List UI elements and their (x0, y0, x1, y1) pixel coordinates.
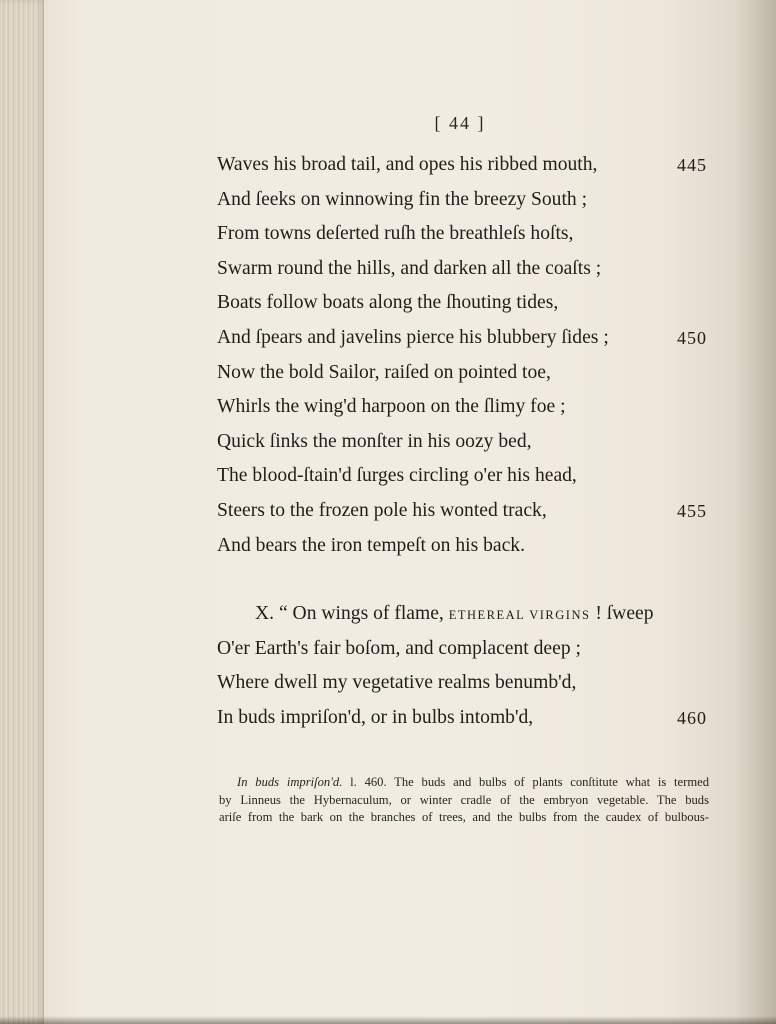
verse-line (217, 529, 717, 564)
page-number: [ 44 ] (434, 113, 486, 133)
verse-line (217, 494, 717, 529)
footnote-line: by Linneus the Hybernaculum, or winter cradle of the embryon vegetable. The buds (219, 792, 709, 807)
stanza-opening-line (217, 597, 717, 632)
verse-text: Boats follow boats along the ſhouting tides, (217, 292, 559, 314)
stanza-opening-end: ! ſweep (590, 603, 654, 625)
gutter-shadow (736, 0, 776, 1024)
verse-text: In buds impriſon'd, or in bulbs intomb'd, (217, 706, 534, 728)
verse-line (217, 252, 717, 287)
verse-text: The blood-ſtain'd ſurges circling o'er his head, (217, 465, 577, 487)
verse-text: Whirls the wing'd harpoon on the ſlimy foe ; (217, 396, 566, 418)
page-edges (0, 0, 44, 1024)
line-number: 450 (677, 327, 707, 348)
verse-text: Now the bold Sailor, raiſed on pointed toe, (217, 361, 551, 383)
verse-text: And bears the iron tempeſt on his back. (217, 534, 525, 556)
verse-line (217, 701, 717, 736)
smallcaps-phrase: ETHEREAL VIRGINS (448, 608, 591, 623)
stanza-opening-text: X. “ On wings of flame, (255, 603, 449, 625)
verse-text: Swarm round the hills, and darken all the coaſts ; (217, 257, 602, 279)
verse-line (217, 632, 717, 667)
verse-text: And ſeeks on winnowing fin the breezy South ; (217, 188, 588, 210)
verse-text: Waves his broad tail, and opes his ribbed mouth, (217, 154, 598, 175)
poem-body (217, 148, 717, 736)
verse-line (217, 321, 717, 356)
stanza-break (217, 563, 717, 597)
footnote-line (219, 774, 709, 792)
footnote-lead: In buds impriſon'd. (237, 775, 343, 789)
line-number: 445 (677, 155, 707, 175)
verse-text: And ſpears and javelins pierce his blubbery ſides ; (217, 326, 609, 348)
verse-line (217, 425, 717, 460)
verse-line (217, 666, 717, 701)
verse-line (217, 217, 717, 252)
verse-line (217, 356, 717, 391)
footnote-line: ariſe from the bark on the branches of trees, and the bulbs from the caudex of bulbous- (219, 810, 709, 824)
verse-line (217, 286, 717, 321)
line-number: 460 (677, 707, 707, 728)
verse-line (217, 183, 717, 218)
verse-line (217, 390, 717, 425)
verse-text: Quick ſinks the monſter in his oozy bed, (217, 430, 532, 452)
verse-text: Where dwell my vegetative realms benumb'd, (217, 672, 577, 694)
page-bottom-edge (0, 1016, 776, 1024)
verse-text: From towns deſerted ruſh the breathleſs hoſts, (217, 223, 574, 245)
verse-text: Steers to the frozen pole his wonted track, (217, 499, 547, 521)
verse-text: O'er Earth's fair boſom, and complacent deep ; (217, 637, 581, 659)
footnote (219, 774, 709, 827)
verse-line (217, 148, 717, 183)
footnote-text: l. 460. The buds and bulbs of plants conſtitute what is termed (342, 775, 709, 789)
line-number: 455 (677, 500, 707, 521)
verse-line (217, 459, 717, 494)
